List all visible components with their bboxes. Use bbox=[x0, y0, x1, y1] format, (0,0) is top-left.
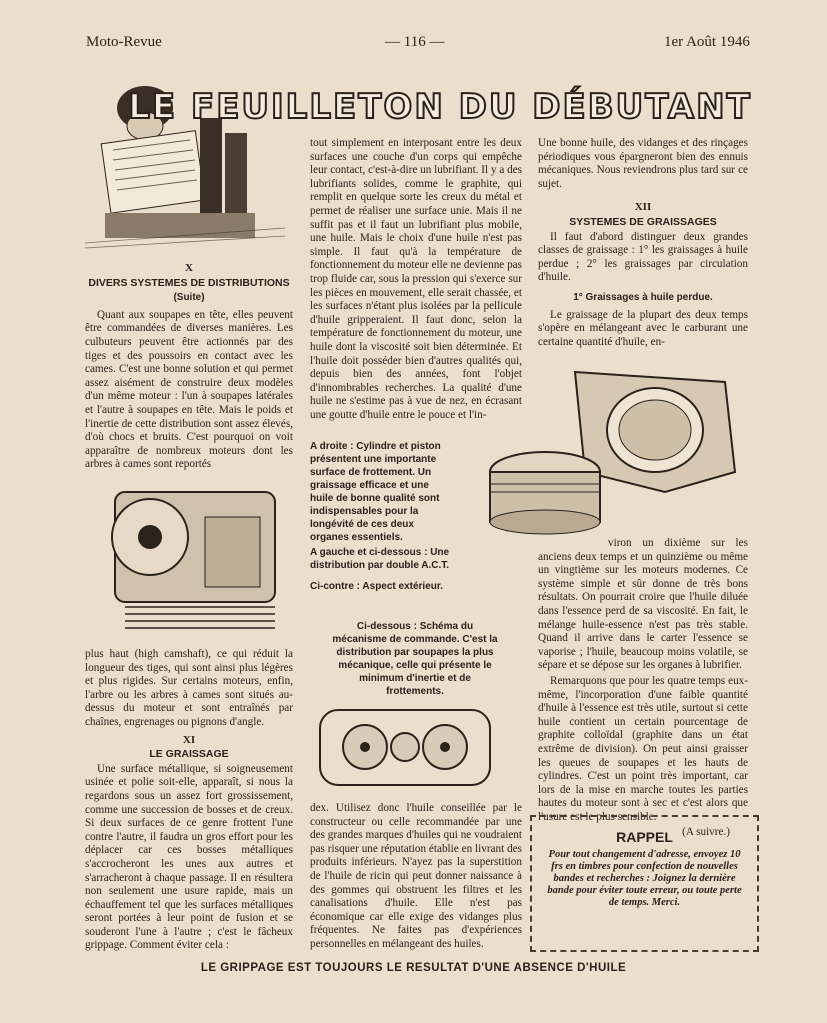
caption-schema: Ci-dessous : Schéma du mécanisme de commande. C'est la distribution par soupapes la plus mécanique, celle qui présente le minimum d'inertie et de frottements. bbox=[332, 621, 498, 697]
column-1-top bbox=[85, 258, 293, 474]
paragraph: Une bonne huile, des vidanges et des rinçages périodiques vous épargneront bien des ennuis mécaniques. Nous reviendrons plus tard sur ce sujet. bbox=[538, 137, 748, 190]
to-be-continued: (A suivre.) bbox=[682, 826, 730, 839]
section-subtitle: (Suite) bbox=[173, 292, 205, 304]
section-title: LE GRAISSAGE bbox=[149, 748, 229, 761]
header-page-number: — 116 — bbox=[385, 34, 445, 50]
svg-text:LE FEUILLETON DU DÉBUTANT: LE FEUILLETON DU DÉBUTANT bbox=[128, 87, 752, 127]
rappel-box bbox=[530, 815, 759, 952]
subsection-title: 1° Graissages à huile perdue. bbox=[573, 291, 713, 303]
cylinder-piston-illustration bbox=[455, 352, 750, 537]
footer-slogan: LE GRIPPAGE EST TOUJOURS LE RESULTAT D'UNE ABSENCE D'HUILE bbox=[200, 962, 627, 974]
engine-illustration bbox=[85, 462, 295, 647]
paragraph: Le graissage de la plupart des deux temps s'opère en mélangeant avec le carburant une certaine quantité d'huile, en- bbox=[538, 308, 748, 348]
column-3-top bbox=[538, 137, 748, 351]
section-number: XI bbox=[182, 733, 196, 746]
paragraph: tout simplement en interposant entre les deux surfaces une couche d'un corps qui empêche leur contact, c'est-à-dire un lubrifiant. Il y a des lubrifiants solides, comme le graphite, qui remplit en quelque sorte les creux du métal et permet de réaliser une surface unie. Mais il ne suffit pas et il faut un lubrifiant plus mobile, une huile. Mais le choix d'une huile n'est pas simple. Il faut qu'à la température de fonctionnement du moteur elle ne devienne pas trop fluide car, sous la pression qui s'exerce sur les pièces en mouvement, elle serait chassée, et les surfaces n'étant plus isolées par la pellicule d'huile gripperaient. Il faut donc, selon la température de fonctionnement du moteur, une huile dont la viscosité soit bien déterminée. Et l'huile doit posséder bien d'autres qualités qui, depuis bien des années, font l'objet d'innombrables recherches. La qualité d'une huile ne s'estime pas à vue de nez, en écrasant une goutte d'huile entre le pouce et l'in- bbox=[310, 137, 523, 421]
section-title: SYSTEMES DE GRAISSAGES bbox=[569, 215, 717, 228]
feuilleton-title-banner bbox=[128, 80, 752, 130]
paragraph: viron un dixième sur les anciens deux temps et un quinzième ou même un vingtième sur les moteurs modernes. Ce système simple et sûr donne de très bons résultats. On pourrait croire que l'huile diluée dans l'essence perd de sa viscosité. En fait, le mélange huile-essence n'est pas très stable. Quand il arrive dans le carter l'essence se vaporise ; l'huile, beaucoup moins volatile, se sépare et se dépose sur les organes à lubrifier. bbox=[538, 537, 748, 672]
column-2-bottom bbox=[310, 802, 522, 954]
header-magazine-name: Moto-Revue bbox=[86, 34, 162, 50]
rappel-text: Pour tout changement d'adresse, envoyez 10 frs en timbres pour confection de nouvelles bandes et recherches : Joignez la dernière bande pour éviter toute erreur, ou toute perte de temps. Merci. bbox=[547, 849, 742, 908]
section-number: X bbox=[185, 262, 193, 274]
paragraph: Une surface métallique, si soigneusement usinée et polie soit-elle, apparaît, si nous la regardons sous un assez fort grossissement, comme une succession de bosses et de creux. Si deux surfaces de ce genre frottent l'une contre l'autre, il faudra un gros effort pour les déplacer car ces bosses métalliques s'accrocheront les unes aux autres et s'arracheront à chaque passage. Il en résultera non seulement une usure rapide, mais un échauffement tel que les surfaces métalliques seront portées à leur point de fusion et se souderont l'une à l'autre ; c'est le fâcheux grippage. Comment éviter cela : bbox=[85, 762, 293, 952]
paragraph: Il faut d'abord distinguer deux grandes classes de graissage : 1° les graissages à huile perdue ; 2° les graissages par circulation d'huile. bbox=[538, 230, 748, 284]
paragraph: Quant aux soupapes en tête, elles peuvent être commandées de diverses manières. Les culbuteurs peuvent être actionnés par des tiges et des poussoirs en contact avec les cames. C'est une bonne solution et qui permet assez aisément de construire deux modèles d'un même moteur : l'un à soupapes latérales et l'autre à soupapes en tête. Mais le poids et l'inertie de cette distribution sont assez élevés, d'où chocs et bruits. C'est pourquoi on voit apparaître de nombreux moteurs dont les arbres à cames sont reportés bbox=[85, 308, 293, 471]
column-1-bottom bbox=[85, 648, 293, 955]
section-title: DIVERS SYSTEMES DE DISTRIBUTIONS bbox=[88, 276, 290, 289]
section-number: XII bbox=[634, 201, 652, 214]
paragraph: plus haut (high camshaft), ce qui réduit la longueur des tiges, qui sont ainsi plus légères et plus rigides. Sur certains moteurs, enfin, l'arbre ou les arbres à cames sont situés au-dessus du moteur et sont entraînés par chaînes, engrenages ou pignons d'angle. bbox=[85, 648, 293, 728]
cam-mechanism-diagram bbox=[310, 700, 500, 795]
paragraph: dex. Utilisez donc l'huile conseillée par le constructeur ou celle recommandée par une des grandes marques d'huiles qui ne voudraient pas risquer une réputation établie en livrant des produits inférieurs. N'ayez pas la superstition de l'huile de ricin qui peut donner naissance à des gommes qui obstruent les filtres et les canalisations d'huile. Elle n'est pas économique car elle exige des vidanges plus fréquentes. Ne faites pas d'expériences personnelles en mélangeant des huiles. bbox=[310, 802, 522, 950]
header-date: 1er Août 1946 bbox=[664, 34, 750, 50]
column-3-bottom bbox=[538, 537, 748, 840]
caption-piston: A droite : Cylindre et piston présentent une importante surface de frottement. Un graissage efficace et une huile de bonne qualité sont indispensables pour la longévité de ces deux organes essentiels. bbox=[310, 441, 441, 543]
rappel-title: RAPPEL bbox=[616, 829, 673, 845]
paragraph: Remarquons que pour les quatre temps eux-même, l'incorporation d'une faible quantité d'huile à l'essence est très utile, surtout si cette huile contient un certain pourcentage de graphite colloïdal (graphite dans un état extrême de division). On peut ainsi graisser les queues de soupapes et les hauts de cylindres. C'est un point très important, car lors de la mise en marche toutes les parties hautes du moteur sont à sec et c'est alors que l'usure est le plus sensible. bbox=[538, 674, 748, 823]
caption-distribution: A gauche et ci-dessous : Une distribution par double A.C.T. Ci-contre : Aspect extérieur. bbox=[310, 547, 450, 592]
